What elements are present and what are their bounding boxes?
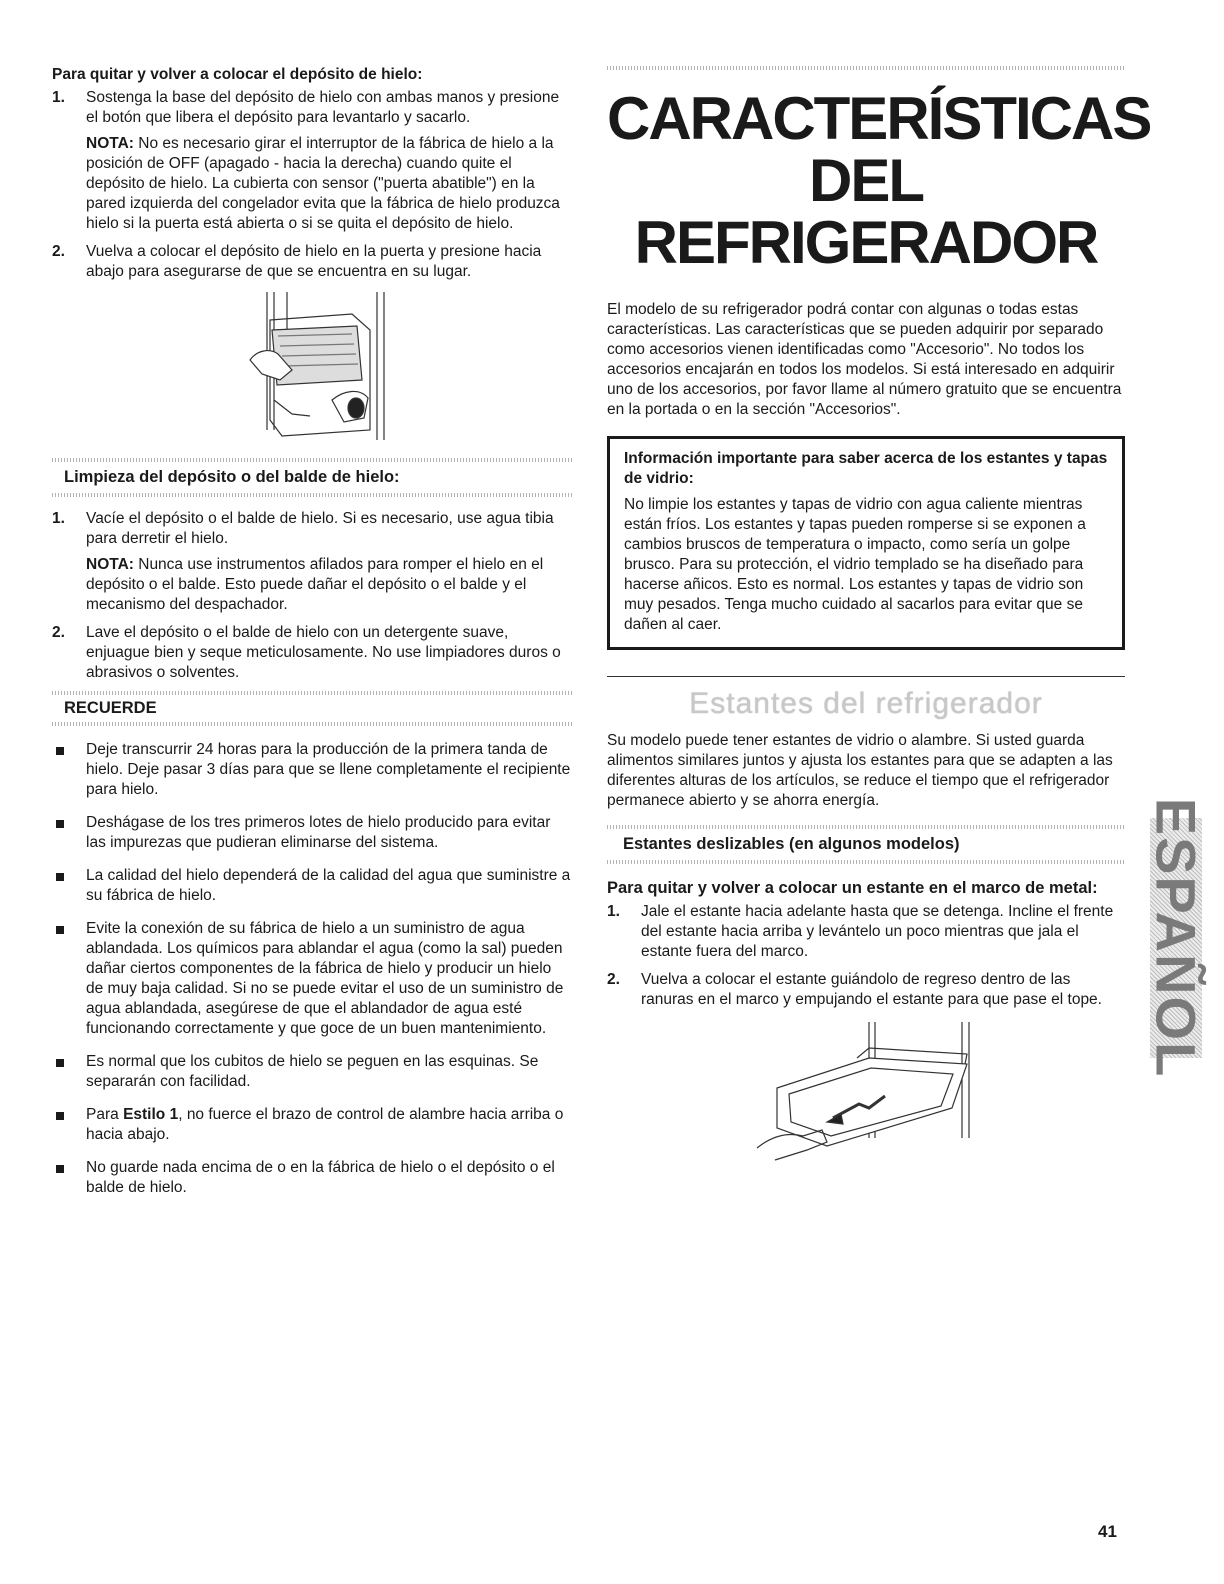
list-item: Deshágase de los tres primeros lotes de hielo producido para evitar las impurezas que pudieran eliminarse del sistema. [52,813,572,853]
intro-paragraph: El modelo de su refrigerador podrá contar con algunas o todas estas características. Las características que se pueden adquirir por separado como accesorios vienen identificadas como "Accesorio". No todos los accesorios encajarán en todos los modelos. Si está interesado en adquirir uno de los accesorios, por favor llame al número gratuito que se encuentra en la portada o en la sección "Accesorios". [607,301,1122,418]
remove-ice-bin-steps [52,88,572,282]
divider [52,691,572,695]
list-item: Para Estilo 1, no fuerce el brazo de control de alambre hacia arriba o hacia abajo. [52,1105,572,1145]
left-column [52,66,572,1211]
bullet-icon [56,1165,64,1173]
list-item: Deje transcurrir 24 horas para la producción de la primera tanda de hielo. Deje pasar 3 días para que se llene completamente el recipiente para hielo. [52,740,572,800]
remember-heading: RECUERDE [64,699,157,717]
remove-ice-bin-heading: Para quitar y volver a colocar el depósito de hielo: [52,66,423,83]
metal-frame-heading: Para quitar y volver a colocar un estante en el marco de metal: [607,879,1098,897]
bullet-icon [56,820,64,828]
shelves-paragraph: Su modelo puede tener estantes de vidrio o alambre. Si usted guarda alimentos similares juntos y ajusta los estantes para que se adapten a las diferentes alturas de los artículos, se reduce el tiempo que el refrigerador permanece abierto y se ahorra energía. [607,732,1113,809]
info-box-text: No limpie los estantes y tapas de vidrio con agua caliente mientras están fríos. Los estantes y tapas pueden romperse si se exponen a cambios bruscos de temperatura o impacto, como sería un golpe brusco. Para su protección, el vidrio templado se ha diseñado para hacerse añicos. Esto es normal. Los estantes y tapas de vidrio son muy pesados. Tenga mucho cuidado al sacarlos para evitar que se dañen al caer. [624,496,1086,633]
sliding-shelves-heading: Estantes deslizables (en algunos modelos) [623,835,960,853]
divider [52,722,572,726]
divider [607,860,1125,864]
shelves-section-title: Estantes del refrigerador [689,687,1043,720]
shelf-illustration [607,1018,1125,1168]
metal-frame-steps [607,902,1125,1010]
note: NOTA: No es necesario girar el interruptor de la fábrica de hielo a la posición de OFF (apagado - hacia la derecha) cuando quite el depósito de hielo. La cubierta con sensor ("puerta abatible") en la pared izquierda del congelador evita que la fábrica de hielo produzca hielo si la puerta está abierta o si se quita el depósito de hielo. [86,135,560,232]
list-item: 1. Jale el estante hacia adelante hasta que se detenga. Incline el frente del estante hacia arriba y levántelo un poco mientras que jala el estante fuera del marco. [607,903,1114,960]
list-item: 2. Vuelva a colocar el estante guiándolo de regreso dentro de las ranuras en el marco y empujando el estante para que pase el tope. [607,971,1102,1008]
list-item: 1. Vacíe el depósito o el balde de hielo. Si es necesario, use agua tibia para derretir el hielo. NOTA: Nunca use instrumentos afilados para romper el hielo en el depósito o el balde. Esto puede dañar el depósito o el balde y el mecanismo del despachador. [52,509,572,615]
list-item: 1. Sostenga la base del depósito de hielo con ambas manos y presione el botón que libera el depósito para levantarlo y sacarlo. NOTA: No es necesario girar el interruptor de la fábrica de hielo a la posición de OFF (apagado - hacia la derecha) cuando quite el depósito de hielo. La cubierta con sensor ("puerta abatible") en la pared izquierda del congelador evita que la fábrica de hielo produzca hielo si la puerta está abierta o si se quita el depósito de hielo. [52,88,572,234]
info-box-heading: Información importante para saber acerca de los estantes y tapas de vidrio: [624,450,1108,487]
bullet-icon [56,873,64,881]
list-item: 2. Lave el depósito o el balde de hielo con un detergente suave, enjuague bien y seque meticulosamente. No use limpiadores duros o abrasivos o solventes. [52,624,561,681]
page-title: CARACTERÍSTICAS DEL REFRIGERADOR [607,85,1151,276]
divider [607,825,1125,829]
bullet-icon [56,1112,64,1120]
divider [607,676,1125,677]
cleaning-heading: Limpieza del depósito o del balde de hielo: [64,468,400,486]
page-number: 41 [1098,1522,1117,1541]
divider [52,493,572,497]
list-item: Evite la conexión de su fábrica de hielo a un suministro de agua ablandada. Los químicos para ablandar el agua (como la sal) pueden dañar ciertos componentes de la fábrica de hielo y producir un hielo de muy baja calidad. Si no se puede evitar el uso de un suministro de agua ablandada, asegúrese de que el ablandador de agua esté funcionando correctamente y que goce de un buen mantenimiento. [52,919,572,1039]
remember-list [52,740,572,1198]
list-item: La calidad del hielo dependerá de la calidad del agua que suministre a su fábrica de hielo. [52,866,572,906]
cleaning-steps [52,509,572,683]
right-column [607,66,1151,1168]
language-side-tab: ESPAÑOL [1144,797,1208,1079]
bullet-icon [56,926,64,934]
list-item: Es normal que los cubitos de hielo se peguen en las esquinas. Se separarán con facilidad. [52,1052,572,1092]
glass-shelves-info-box [607,436,1125,650]
note: NOTA: Nunca use instrumentos afilados para romper el hielo en el depósito o el balde. Esto puede dañar el depósito o el balde y el mecanismo del despachador. [86,556,544,613]
divider [52,458,572,462]
list-item: No guarde nada encima de o en la fábrica de hielo o el depósito o el balde de hielo. [52,1158,572,1198]
bullet-icon [56,747,64,755]
ice-bin-illustration [52,290,572,450]
divider [607,66,1125,70]
list-item: 2. Vuelva a colocar el depósito de hielo en la puerta y presione hacia abajo para asegurarse de que se encuentra en su lugar. [52,243,542,280]
bullet-icon [56,1059,64,1067]
